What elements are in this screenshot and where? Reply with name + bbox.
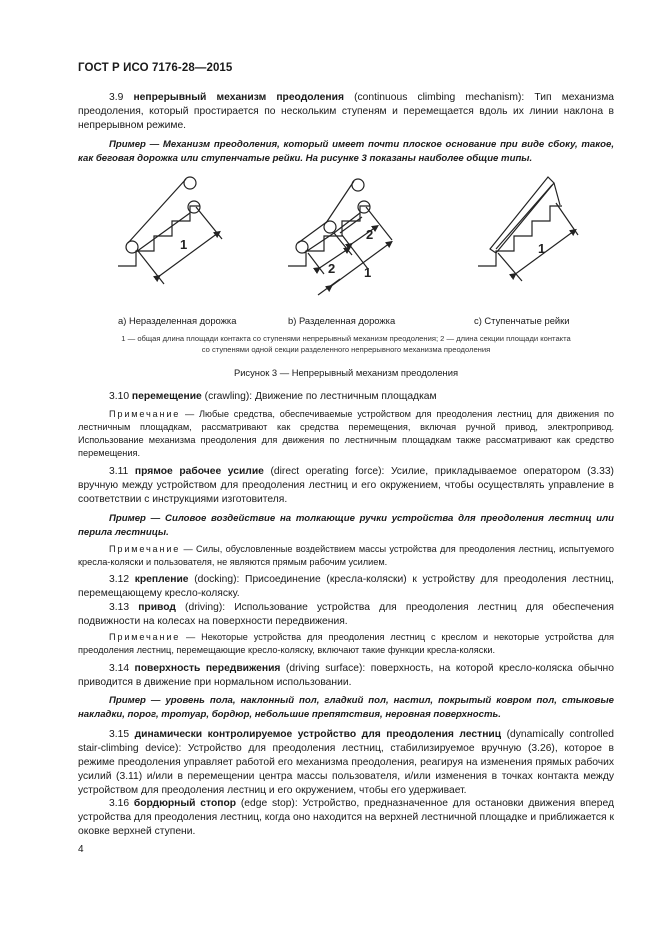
legend-line: 1 — общая длина площади контакта со ступенями непрерывный механизм преодоления; 2 — длина секции площади контакта bbox=[121, 334, 571, 343]
example-text: Пример — Механизм преодоления, который имеет почти плоское основание при виде сбоку, такое, как беговая дорожка или ступенчатые рейки. На рисунке 3 показаны наиболее общие типы. bbox=[78, 139, 614, 164]
paragraph bbox=[78, 662, 614, 690]
figure-title: Рисунок 3 — Непрерывный механизм преодоления bbox=[233, 367, 459, 378]
note bbox=[78, 543, 614, 569]
definition: (dynamically controlled stair-climbing device): Устройство для преодоления лестниц, стабилизируемое вручную (3.26), которое в режиме преодоления управляет работой его механизма преодоления, реагируя на изменения прямых рабочих усилий (3.11) и/или в перемещении центра массы пользователя, и/или изменения в точках контакта между устройством для преодоления лестниц и его окружением, чтобы его удерживает. bbox=[78, 729, 614, 797]
example-text: Пример — Силовое воздействие на толкающие ручки устройства для преодоления лестниц или перила лестницы. bbox=[78, 513, 614, 538]
example-text: Пример — уровень пола, наклонный пол, гладкий пол, настил, покрытый ковром пол, стыковые накладки, порог, тротуар, бордюр, небольшие препятствия, неровная поверхность. bbox=[78, 695, 614, 720]
paragraph bbox=[78, 573, 614, 601]
example-3-9 bbox=[78, 138, 614, 165]
section-3-12 bbox=[78, 573, 614, 601]
figure-label: 2 bbox=[366, 227, 374, 242]
figure-label: 1 bbox=[538, 241, 546, 256]
paragraph bbox=[78, 728, 614, 798]
note-3-13 bbox=[78, 631, 614, 657]
figure-label: 1 bbox=[364, 265, 372, 280]
example-3-11 bbox=[78, 512, 614, 539]
section-number: 3.11 bbox=[109, 466, 129, 477]
note-label: Примечание bbox=[109, 544, 181, 554]
term: перемещение bbox=[131, 391, 202, 402]
paragraph bbox=[78, 465, 614, 507]
term: непрерывный механизм преодоления bbox=[133, 92, 344, 103]
definition: (docking): Присоединение (кресла-коляски) к устройству для преодоления лестниц, перемещающему кресло-коляску. bbox=[78, 574, 614, 600]
term: привод bbox=[138, 602, 176, 613]
term: крепление bbox=[134, 574, 189, 585]
section-number: 3.13 bbox=[109, 602, 130, 613]
section-3-10 bbox=[78, 390, 614, 404]
section-3-11 bbox=[78, 465, 614, 507]
paragraph bbox=[78, 390, 614, 404]
term: прямое рабочее усилие bbox=[134, 466, 264, 477]
definition: (crawling): Движение по лестничным площадкам bbox=[201, 391, 437, 402]
legend-line: со ступенями одной секции разделенного непрерывного механизма преодоления bbox=[201, 345, 491, 354]
section-3-15 bbox=[78, 728, 614, 798]
figure-b-divided-track bbox=[288, 179, 392, 295]
note-text: — Любые средства, обеспечиваемые устройством для преодоления лестниц для движения по лестничным площадкам, рассматривают как средства перемещения, включая ручной привод, электропривод. Использование механизма преодоления для движения по лестничным площадкам также рассматривают как средство перемещения. bbox=[78, 409, 614, 458]
section-number: 3.12 bbox=[109, 574, 130, 585]
page-number: 4 bbox=[78, 844, 84, 855]
figure-label: 2 bbox=[328, 261, 336, 276]
figure-caption-a: a) Неразделенная дорожка bbox=[118, 315, 237, 326]
paragraph bbox=[78, 601, 614, 629]
definition: (edge stop): Устройство, предназначенное для остановки движения вперед устройства для преодоления лестниц, когда оно находится на верхней лестничной площадке и приближается к оковке верхней ступени. bbox=[78, 798, 614, 838]
figure-legend bbox=[78, 333, 614, 355]
term: бордюрный стопор bbox=[133, 798, 237, 809]
section-3-13 bbox=[78, 601, 614, 629]
definition: (direct operating force): Усилие, прикладываемое оператором (3.33) вручную между устройством для преодоления лестниц и его окружением, чтобы осуществлять управление в соответствии с инструкциями изготовителя. bbox=[78, 466, 614, 506]
figure-3-drawing bbox=[78, 163, 614, 333]
note-label: Примечание bbox=[109, 409, 181, 419]
note-text: — Силы, обусловленные воздействием массы устройства для преодоления лестниц, испытуемого кресла-коляски и пользователя, не являются прямым рабочим усилием. bbox=[78, 544, 614, 567]
term: поверхность передвижения bbox=[134, 663, 281, 674]
figure-label: 1 bbox=[180, 237, 188, 252]
section-3-14 bbox=[78, 662, 614, 690]
figure-3 bbox=[78, 163, 614, 333]
figure-a-undivided-track bbox=[118, 177, 222, 284]
note bbox=[78, 631, 614, 657]
term: динамически контролируемое устройство для преодоления лестниц bbox=[134, 729, 502, 740]
note-3-10 bbox=[78, 408, 614, 460]
definition: (driving surface): поверхность, на которой кресло-коляска обычно приводится в движение при нормальном использовании. bbox=[78, 663, 614, 689]
definition: (driving): Использование устройства для преодоления лестниц для обеспечения подвижности на колесах на поверхности передвижения. bbox=[78, 602, 614, 628]
document-header: ГОСТ Р ИСО 7176-28—2015 bbox=[78, 62, 233, 74]
note-label: Примечание bbox=[109, 632, 181, 642]
example-3-14 bbox=[78, 694, 614, 721]
figure-c-step-rails bbox=[478, 177, 578, 281]
figure-caption-c: c) Ступенчатые рейки bbox=[474, 315, 570, 326]
note-text: — Некоторые устройства для преодоления лестниц с креслом и некоторые устройства для преодоления лестниц, перемещающие кресло-коляску, включают такие функции кресла-коляски. bbox=[78, 632, 614, 655]
definition: (continuous climbing mechanism): Тип механизма преодоления, который простирается по нескольким ступеням и перемещается вдоль их линии наклона в непрерывном режиме. bbox=[78, 92, 614, 132]
section-number: 3.14 bbox=[109, 663, 130, 674]
section-3-9 bbox=[78, 91, 614, 133]
section-number: 3.15 bbox=[109, 729, 130, 740]
note-3-11 bbox=[78, 543, 614, 569]
section-number: 3.9 bbox=[109, 92, 124, 103]
paragraph bbox=[78, 797, 614, 839]
paragraph bbox=[78, 91, 614, 133]
section-number: 3.10 bbox=[109, 391, 130, 402]
note bbox=[78, 408, 614, 460]
figure-caption-b: b) Разделенная дорожка bbox=[288, 315, 396, 326]
section-3-16 bbox=[78, 797, 614, 839]
section-number: 3.16 bbox=[109, 798, 130, 809]
